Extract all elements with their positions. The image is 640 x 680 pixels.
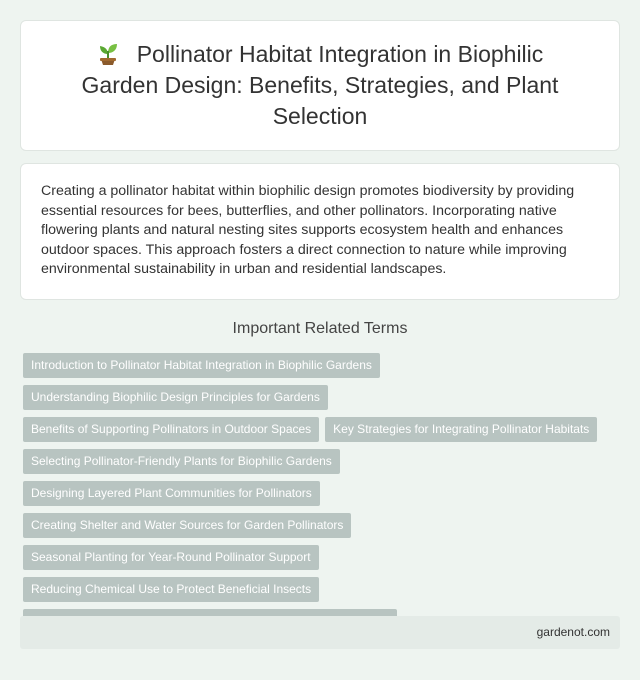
title-card — [20, 20, 620, 151]
related-terms-list — [23, 353, 623, 641]
term-tag[interactable]: Benefits of Supporting Pollinators in Outdoor Spaces — [23, 417, 319, 442]
sprout-icon — [97, 41, 119, 65]
term-tag[interactable]: Introduction to Pollinator Habitat Integration in Biophilic Gardens — [23, 353, 380, 378]
term-tag[interactable]: Selecting Pollinator-Friendly Plants for Biophilic Gardens — [23, 449, 340, 474]
term-tag[interactable]: Understanding Biophilic Design Principles for Gardens — [23, 385, 328, 410]
related-terms-heading: Important Related Terms — [232, 320, 408, 337]
page-title — [60, 39, 580, 132]
term-tag[interactable]: Seasonal Planting for Year-Round Pollinator Support — [23, 545, 319, 570]
footer-site-link[interactable]: gardenot.com — [536, 625, 610, 639]
term-tag[interactable]: Key Strategies for Integrating Pollinator Habitats — [325, 417, 597, 442]
footer — [20, 616, 620, 649]
term-tag[interactable]: Designing Layered Plant Communities for Pollinators — [23, 481, 320, 506]
page-title-text: Pollinator Habitat Integration in Biophilic Garden Design: Benefits, Strategies, and Plant Selection — [81, 41, 559, 129]
term-tag[interactable]: Creating Shelter and Water Sources for Garden Pollinators — [23, 513, 351, 538]
intro-paragraph: Creating a pollinator habitat within biophilic design promotes biodiversity by providing essential resources for bees, butterflies, and other pollinators. Incorporating native flowering plants and natural nesting sites supports ecosystem health and enhances outdoor spaces. This approach fosters a direct connection to nature while improving environmental sustainability in urban and residential landscapes. — [41, 183, 575, 278]
term-tag[interactable]: Reducing Chemical Use to Protect Beneficial Insects — [23, 577, 319, 602]
intro-card — [20, 163, 620, 300]
